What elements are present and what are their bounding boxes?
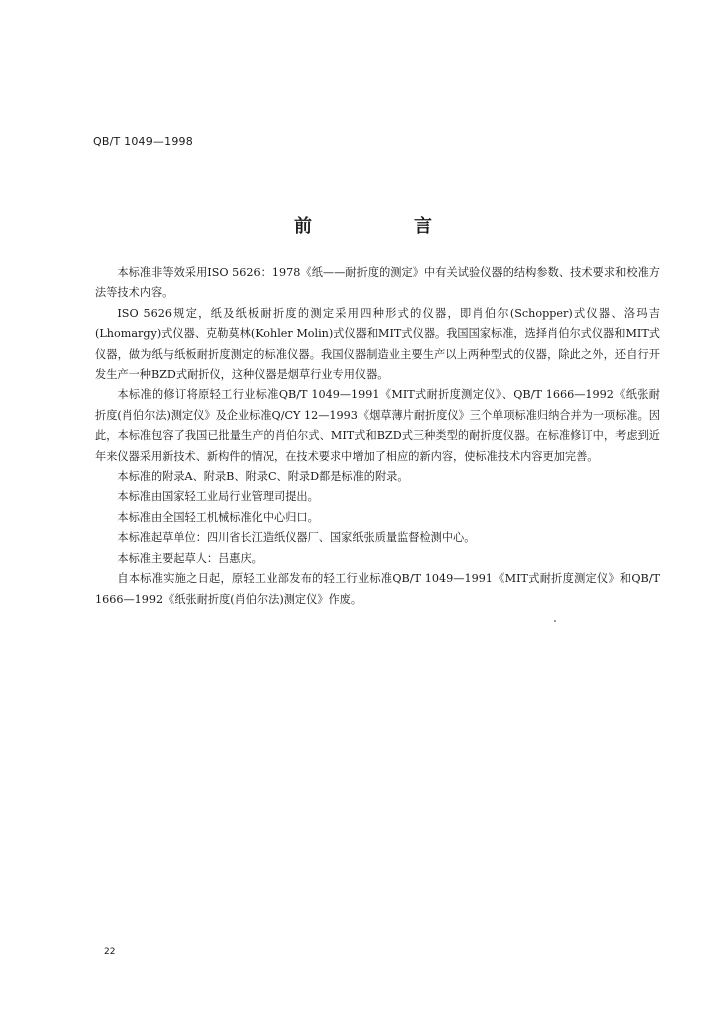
- paragraph-iso-instruments: ISO 5626规定，纸及纸板耐折度的测定采用四种形式的仪器，即肖伯尔(Schopper)式仪器、洛玛吉(Lhomargy)式仪器、克勒莫林(Kohler Molin)式仪器和MIT式仪器。我国国家标准，选择肖伯尔式仪器和MIT式仪器，做为纸与纸板耐折度测定的标准仪器。我国仪器制造业主要生产以上两种型式的仪器，除此之外，还自行开发生产一种BZD式耐折仪，这种仪器是烟草行业专用仪器。: [95, 306, 660, 382]
- paragraph-proposed-by: 本标准由国家轻工业局行业管理司提出。: [117, 490, 319, 504]
- paragraph-abolition: 自本标准实施之日起，原轻工业部发布的轻工行业标准QB/T 1049—1991《MIT式耐折度测定仪》和QB/T 1666—1992《纸张耐折度(肖伯尔法)测定仪》作废。: [95, 572, 660, 606]
- page-title: 前 言: [294, 216, 474, 237]
- scan-speck: [554, 620, 556, 622]
- standard-code: QB/T 1049—1998: [93, 135, 193, 148]
- paragraph-appendices: 本标准的附录A、附录B、附录C、附录D都是标准的附录。: [117, 470, 409, 484]
- document-body: [95, 263, 660, 610]
- paragraph-adoption: 本标准非等效采用ISO 5626：1978《纸——耐折度的测定》中有关试验仪器的结构参数、技术要求和校准方法等技术内容。: [95, 266, 660, 300]
- page-number: 22: [104, 947, 116, 957]
- paragraph-centralized-by: 本标准由全国轻工机械标准化中心归口。: [117, 510, 319, 524]
- paragraph-revision: 本标准的修订将原轻工行业标准QB/T 1049—1991《MIT式耐折度测定仪》、QB/T 1666—1992《纸张耐折度(肖伯尔法)测定仪》及企业标准Q/CY 12—1993《烟草薄片耐折度仪》三个单项标准归纳合并为一项标准。因此，本标准包容了我国已批量生产的肖伯尔式、MIT式和BZD式三种类型的耐折度仪器。在标准修订中，考虑到近年来仪器采用新技术、新构件的情况，在技术要求中增加了相应的新内容，使标准技术内容更加完善。: [95, 388, 660, 463]
- paragraph-drafting-units: 本标准起草单位：四川省长江造纸仪器厂、国家纸张质量监督检测中心。: [117, 531, 476, 545]
- paragraph-drafters: 本标准主要起草人：吕惠庆。: [117, 551, 263, 565]
